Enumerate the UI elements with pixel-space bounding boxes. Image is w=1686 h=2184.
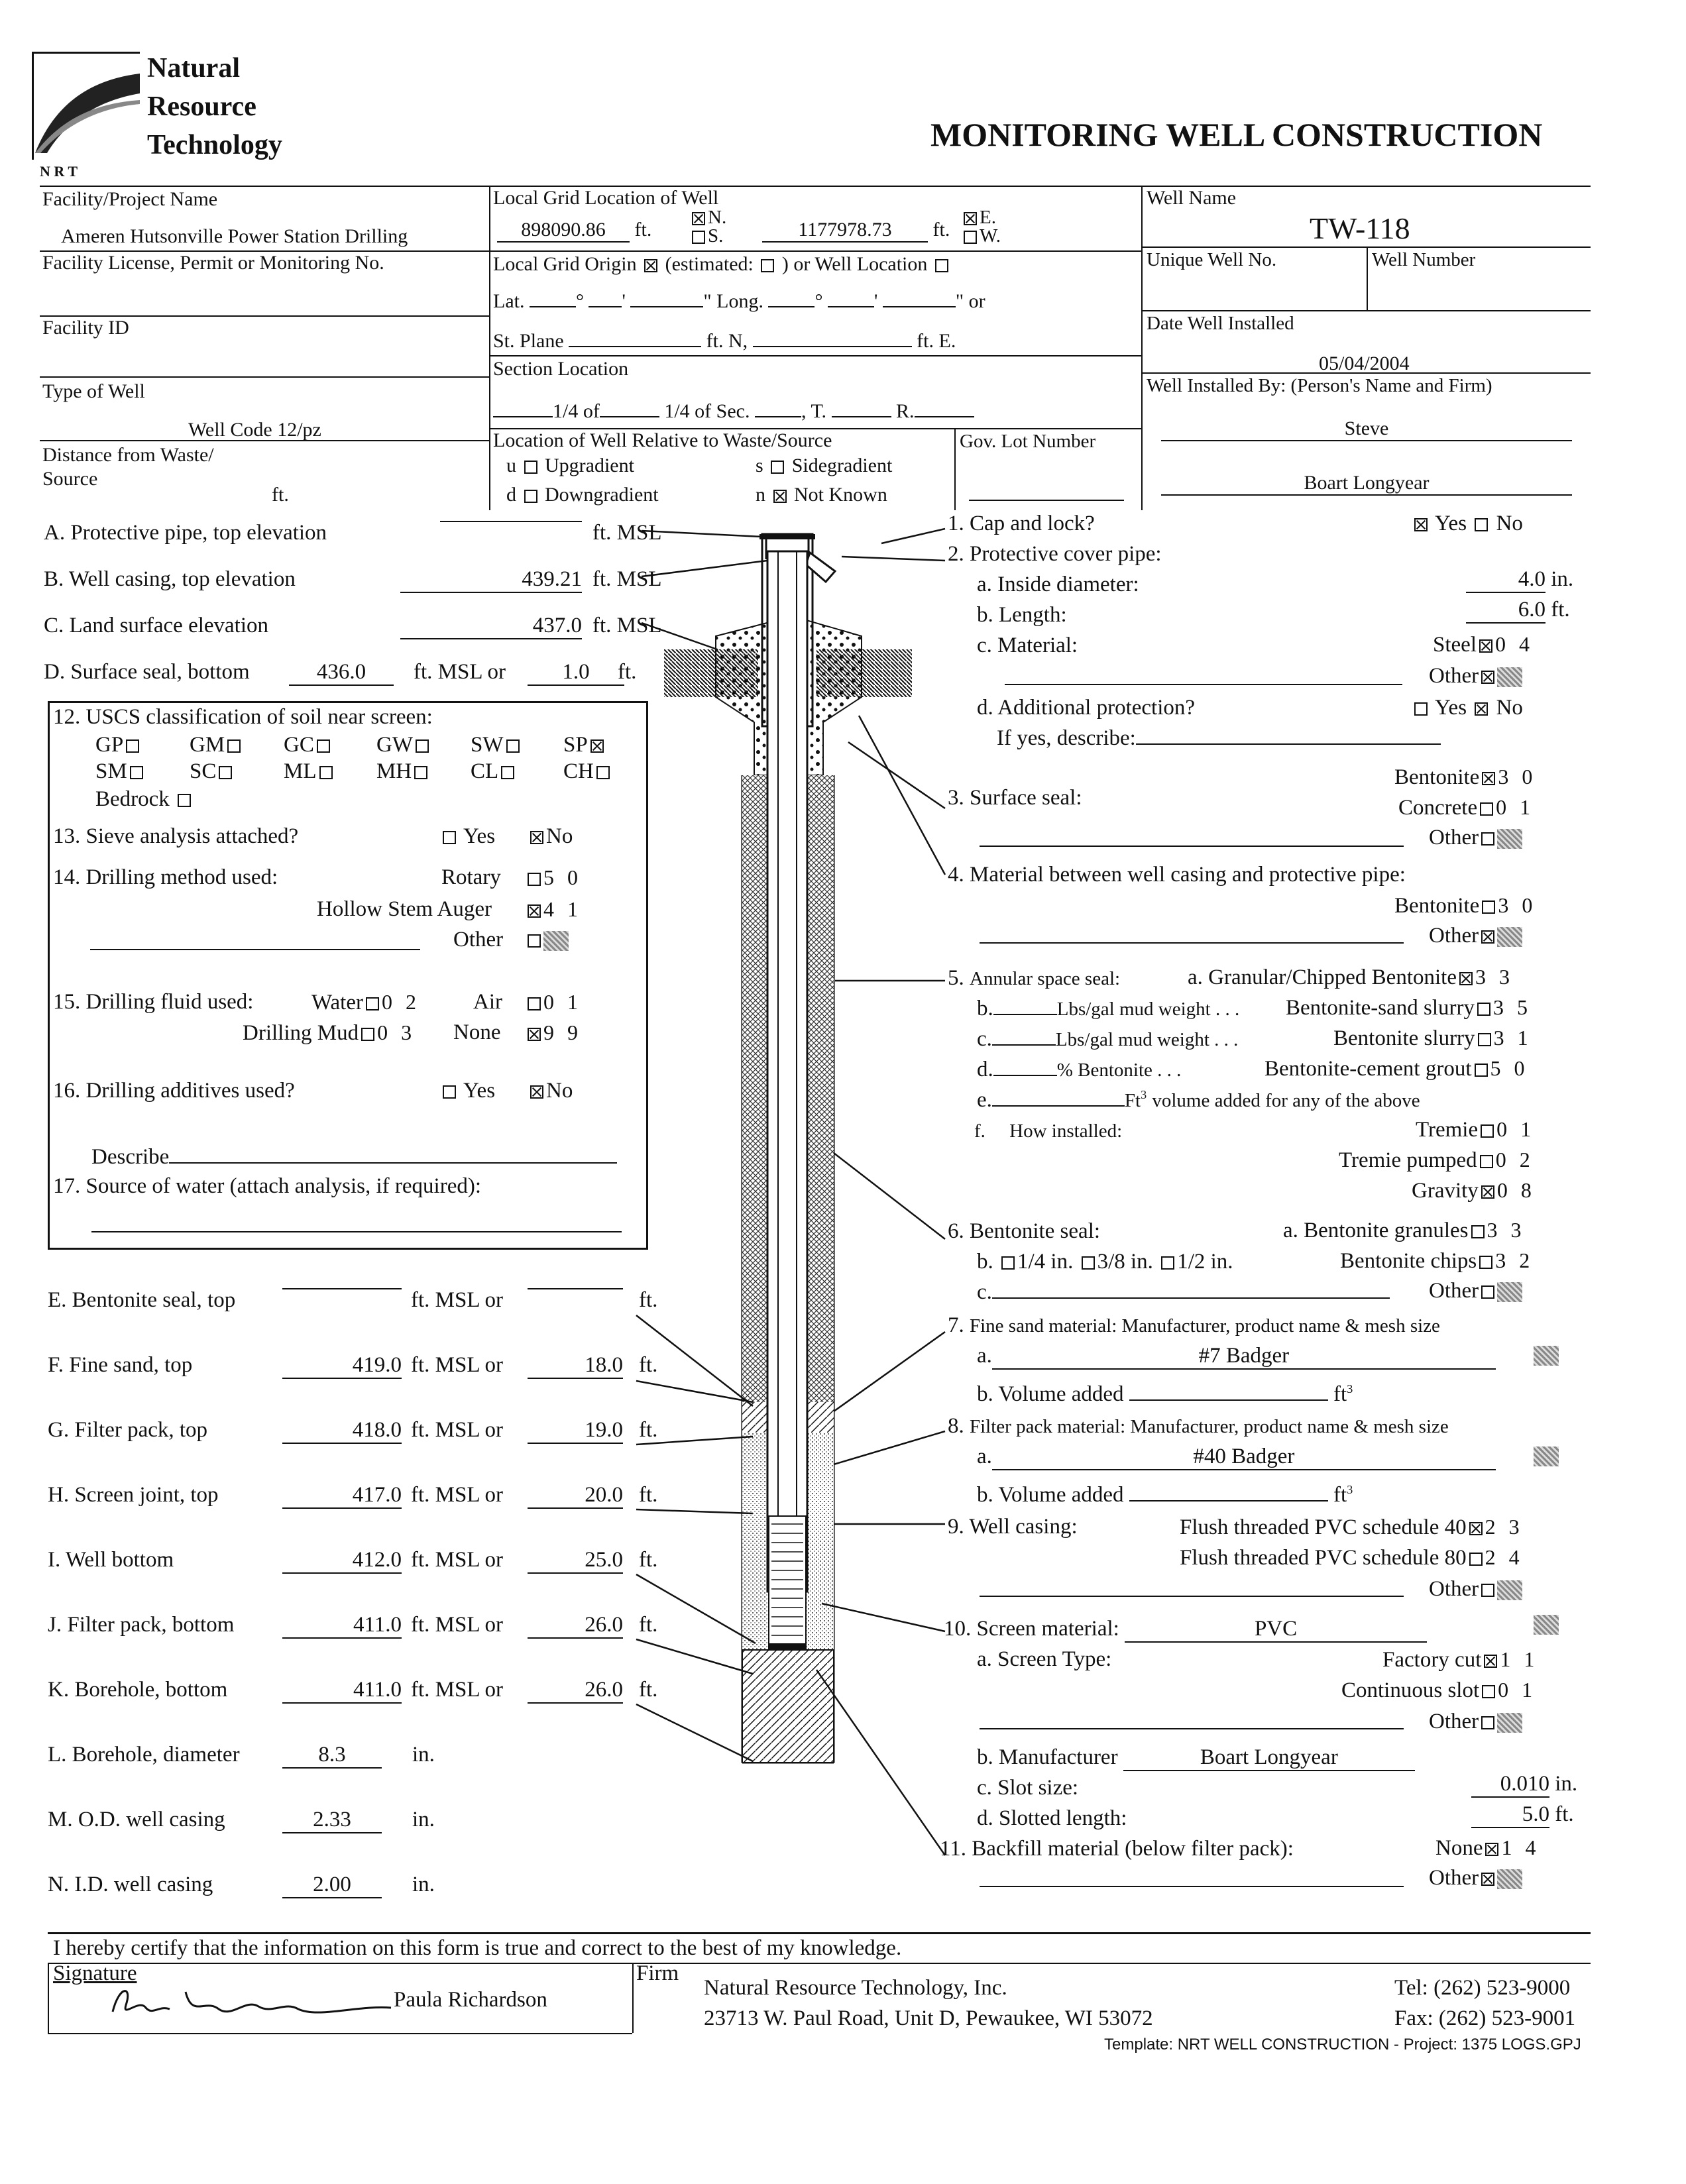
backfill-other-label: Other [1429,1866,1479,1890]
depth-msl-value: 417.0 [282,1483,402,1509]
soil-gm: GM [190,733,243,757]
signature-label: Signature [53,1961,137,1985]
soil-gw: GW [376,733,431,757]
long-label: Long. [716,290,763,312]
bentonite-chips-label: Bentonite chips [1340,1249,1477,1273]
fine-sand-stamp [1534,1346,1559,1366]
between-other-label: Other [1429,924,1479,948]
slot-size-value: 0.010 [1471,1772,1549,1798]
sidegradient-label: Sidegradient [791,455,893,476]
cover-other-checkbox[interactable] [1481,671,1494,684]
dimension-row: L. Borehole, diameter 8.3 in. [48,1743,240,1767]
bentonite-chips-checkbox[interactable] [1479,1256,1492,1269]
surface-seal-bottom-depth: 1.0 [528,660,624,686]
bseal-other-label: Other [1429,1279,1479,1303]
dimension-row: M. O.D. well casing 2.33 in. [48,1808,225,1832]
seal-concrete-label: Concrete [1398,796,1478,820]
describe-label: Describe [91,1145,170,1169]
fine-sand-volume-label: b. Volume added [977,1382,1124,1406]
sieve-label: 13. Sieve analysis attached? [53,824,299,848]
depth-row: J. Filter pack, bottom 411.0 ft. MSL or 26.0 ft. [48,1613,234,1637]
downgradient-label: Downgradient [545,484,659,506]
dimension-value: 2.00 [282,1873,382,1898]
east-label: E. [980,207,996,228]
casing-other-checkbox[interactable] [1481,1584,1494,1597]
quarter-sec-label: 1/4 of Sec. [664,400,750,422]
well-name-value: TW-118 [1310,211,1410,245]
backfill-other-checkbox[interactable] [1481,1873,1494,1886]
granular-checkbox[interactable] [1459,972,1473,985]
additional-protection-label: d. Additional protection? [977,696,1196,720]
factory-cut-checkbox[interactable] [1484,1655,1497,1668]
ft-n-label: ft. N, [706,330,748,352]
bentonite-slurry-label: Bentonite slurry [1333,1026,1475,1050]
grid-north-ft: ft. [634,219,652,241]
manufacturer-value: Boart Longyear [1123,1745,1415,1771]
installed-by-label: Well Installed By: (Person's Name and Firm) [1147,375,1492,396]
bseal-other-checkbox[interactable] [1481,1285,1494,1299]
hsa-label: Hollow Stem Auger [317,897,492,921]
between-bentonite-label: Bentonite [1394,894,1480,918]
township-label: T. [811,400,827,422]
tremie-checkbox[interactable] [1481,1124,1494,1138]
length-label: b. Length: [977,603,1067,627]
seal-bentonite-checkbox[interactable] [1482,772,1495,785]
drilling-method-label: 14. Drilling method used: [53,865,278,889]
well-number-label: Well Number [1372,249,1476,270]
fine-sand-material-label: Fine sand material: Manufacturer, product name & mesh size [970,1315,1440,1337]
fluid-none-label: None [453,1020,501,1044]
steel-checkbox[interactable] [1479,639,1492,653]
backfill-label: 11. Backfill material (below filter pack): [940,1837,1294,1861]
surface-seal-label: 3. Surface seal: [948,786,1082,810]
tremie-pumped-label: Tremie pumped [1339,1148,1477,1172]
depth-ft-value: 26.0 [528,1613,623,1639]
installer-firm: Boart Longyear [1161,472,1572,496]
dimension-value: 8.3 [282,1743,382,1769]
elevation-c-row: C. Land surface elevation 437.0 ft. MSL [44,614,268,638]
logo-line-1: Natural [147,53,240,83]
gravity-label: Gravity [1412,1179,1479,1203]
water-label: Water [311,991,363,1014]
depth-row: I. Well bottom 412.0 ft. MSL or 25.0 ft. [48,1548,174,1572]
inside-diameter-label: a. Inside diameter: [977,573,1139,596]
range-label: R. [896,400,915,422]
depth-msl-value: 419.0 [282,1353,402,1379]
casing-other-label: Other [1429,1577,1479,1601]
distance-label-2: Source [42,468,98,490]
signature-image [106,1979,398,2025]
firm-name: Natural Resource Technology, Inc. [704,1976,1007,2000]
depth-msl-value: 412.0 [282,1548,402,1574]
pvc80-label: Flush threaded PVC schedule 80 [1180,1546,1467,1570]
water-source-label: 17. Source of water (attach analysis, if required): [53,1174,481,1198]
pvc40-label: Flush threaded PVC schedule 40 [1180,1515,1467,1539]
continuous-slot-checkbox[interactable] [1482,1685,1495,1698]
fine-sand-value: #7 Badger [992,1344,1496,1370]
well-location-label: Well Location [815,253,928,275]
screen-material-label: 10. Screen material: [944,1617,1119,1641]
not-known-label: Not Known [794,484,887,506]
drilling-other-label: Other [453,928,504,952]
soil-sp: SP [563,733,606,757]
facility-id-label: Facility ID [42,317,129,339]
cap-lock-label: 1. Cap and lock? [948,512,1095,535]
soil-ml: ML [284,759,335,784]
installer-name: Steve [1161,417,1572,441]
granular-label: a. Granular/Chipped Bentonite [1188,965,1457,989]
or-label-2: or [968,290,985,312]
bentonite-cement-checkbox[interactable] [1475,1064,1488,1077]
how-installed-label: How installed: [1009,1120,1123,1142]
soil-gp: GP [95,733,142,757]
estimated-label: (estimated: [665,253,754,275]
seal-other-label: Other [1429,826,1479,849]
firm-label: Firm [636,1961,679,1985]
soil-ch: CH [563,759,612,784]
material-label: c. Material: [977,633,1078,657]
backfill-none-label: None [1435,1836,1483,1860]
firm-tel: Tel: (262) 523-9000 [1394,1976,1571,2000]
slotted-length-label: d. Slotted length: [977,1806,1127,1830]
filter-pack-value: #40 Badger [992,1445,1496,1470]
bentonite-granules-checkbox[interactable] [1471,1225,1485,1238]
depth-row: H. Screen joint, top 417.0 ft. MSL or 20.0 ft. [48,1483,219,1507]
depth-ft-value: 19.0 [528,1418,623,1444]
half-inch-checkbox[interactable] [1161,1256,1174,1270]
screen-material-value: PVC [1125,1617,1427,1643]
elevation-c-value: 437.0 [400,614,582,639]
depth-ft-value: 20.0 [528,1483,623,1509]
steel-label: Steel [1433,633,1477,657]
manufacturer-label: b. Manufacturer [977,1745,1118,1769]
logo-abbrev: N R T [40,163,78,180]
bentonite-granules-label: a. Bentonite granules [1283,1219,1469,1242]
bentonite-sand-checkbox[interactable] [1477,1003,1490,1016]
annular-seal-label: Annular space seal: [970,968,1121,989]
gov-lot-label: Gov. Lot Number [960,431,1096,452]
slot-size-label: c. Slot size: [977,1776,1079,1800]
quarter-inch-checkbox[interactable] [1001,1256,1015,1270]
addl-yes-checkbox[interactable] [1414,702,1428,716]
signer-name: Paula Richardson [394,1988,547,2012]
depth-ft-value: 18.0 [528,1353,623,1379]
logo-line-2: Resource [147,91,256,122]
cap-yes-checkbox[interactable] [1414,518,1428,531]
seal-concrete-checkbox[interactable] [1480,802,1493,816]
filter-pack-material-label: Filter pack material: Manufacturer, product name & mesh size [970,1416,1449,1437]
depth-row: E. Bentonite seal, top ft. MSL or ft. [48,1288,658,1312]
screen-stamp [1534,1615,1559,1635]
template-note: Template: NRT WELL CONSTRUCTION - Project: 1375 LOGS.GPJ [1104,2036,1581,2053]
bentonite-slurry-checkbox[interactable] [1478,1033,1491,1046]
bedrock-label: Bedrock [95,787,170,811]
drilling-mud-label: Drilling Mud [243,1021,359,1045]
depth-row: K. Borehole, bottom 411.0 ft. MSL or 26.0 ft. [48,1678,227,1702]
filter-pack-volume-label: b. Volume added [977,1483,1124,1507]
bentonite-seal-label: 6. Bentonite seal: [948,1219,1101,1243]
type-of-well-label: Type of Well [42,380,145,402]
pvc40-checkbox[interactable] [1469,1522,1483,1535]
between-other-checkbox[interactable] [1481,930,1494,944]
soil-cl: CL [471,759,517,784]
form-title: MONITORING WELL CONSTRUCTION [930,116,1543,153]
depth-msl-value: 418.0 [282,1418,402,1444]
slotted-length-value: 5.0 [1471,1802,1549,1828]
filter-pack-stamp [1534,1447,1559,1466]
ft-e-label: ft. E. [917,330,956,352]
west-label: W. [980,225,1001,246]
material-between-label: 4. Material between well casing and protective pipe: [948,863,1406,887]
surface-seal-bottom-msl: 436.0 [289,660,394,686]
grid-east-ft: ft. [932,219,950,241]
elevation-b-row: B. Well casing, top elevation 439.21 ft. MSL [44,567,296,592]
continuous-slot-label: Continuous slot [1341,1678,1480,1702]
upgradient-label: Upgradient [545,455,634,476]
screen-other-label: Other [1429,1710,1479,1733]
elevation-b-value: 439.21 [400,567,582,593]
dimension-value: 2.33 [282,1808,382,1833]
additives-label: 16. Drilling additives used? [53,1079,295,1103]
screen-other-checkbox[interactable] [1481,1716,1494,1729]
between-bentonite-checkbox[interactable] [1482,901,1495,914]
cover-pipe-label: 2. Protective cover pipe: [948,542,1162,566]
tremie-label: Tremie [1416,1118,1479,1142]
screen-type-label: a. Screen Type: [977,1647,1112,1671]
backfill-none-checkbox[interactable] [1485,1843,1498,1856]
depth-ft-value: 26.0 [528,1678,623,1704]
length-value: 6.0 [1466,598,1546,624]
south-label: S. [708,225,724,246]
grid-east-value: 1177978.73 [762,219,928,243]
depth-row: F. Fine sand, top 419.0 ft. MSL or 18.0 ft. [48,1353,192,1378]
unique-well-label: Unique Well No. [1147,249,1277,270]
depth-row: G. Filter pack, top 418.0 ft. MSL or 19.0 ft. [48,1418,207,1443]
soil-sm: SM [95,759,146,784]
surface-seal-bottom-row: D. Surface seal, bottom 436.0 ft. MSL or 1.0 ft. [44,660,250,684]
depth-ft-value: 25.0 [528,1548,623,1574]
well-casing-label: 9. Well casing: [948,1515,1078,1539]
section-location-label: Section Location [493,358,629,380]
logo-line-3: Technology [147,130,282,160]
bentonite-cement-label: Bentonite-cement grout [1264,1057,1472,1081]
if-yes-label: If yes, describe: [997,726,1136,750]
distance-label-1: Distance from Waste/ [42,444,214,466]
cap-no-checkbox[interactable] [1475,518,1488,531]
elevation-a-row: A. Protective pipe, top elevation ft. MSL [44,521,662,545]
date-installed-label: Date Well Installed [1147,313,1294,334]
soil-sc: SC [190,759,235,784]
uscs-label: 12. USCS classification of soil near screen: [53,705,433,729]
bentonite-sand-label: Bentonite-sand slurry [1286,996,1475,1020]
three-eighths-checkbox[interactable] [1082,1256,1095,1270]
fluid-label: 15. Drilling fluid used: [53,990,254,1014]
rotary-label: Rotary [441,865,501,889]
st-plane-label: St. Plane [493,330,564,352]
lat-label: Lat. [493,290,525,312]
distance-unit: ft. [272,484,289,506]
tremie-pumped-checkbox[interactable] [1480,1155,1493,1168]
facility-project-label: Facility/Project Name [42,188,218,210]
dimension-row: N. I.D. well casing 2.00 in. [48,1873,213,1897]
air-label: Air [473,990,502,1014]
grid-north-value: 898090.86 [497,219,630,243]
cover-other-label: Other [1429,664,1479,688]
volume-added-label: volume added for any of the above [1152,1090,1420,1111]
type-of-well-value: Well Code 12/pz [188,419,321,441]
facility-project-value: Ameren Hutsonville Power Station Drilling [61,225,408,247]
addl-no-checkbox[interactable] [1475,702,1488,716]
pvc80-checkbox[interactable] [1469,1553,1483,1566]
grid-origin-label: Local Grid Origin [493,253,637,275]
date-installed-value: 05/04/2004 [1319,353,1410,374]
seal-bentonite-label: Bentonite [1394,765,1480,789]
depth-msl-value: 411.0 [282,1678,402,1704]
firm-address: 23713 W. Paul Road, Unit D, Pewaukee, WI 53072 [704,2006,1153,2030]
north-label: N. [708,207,727,228]
firm-fax: Fax: (262) 523-9001 [1394,2006,1576,2030]
soil-gc: GC [284,733,333,757]
factory-cut-label: Factory cut [1382,1648,1482,1672]
soil-mh: MH [376,759,430,784]
relative-label: Location of Well Relative to Waste/Source [493,429,832,451]
well-name-label: Well Name [1147,187,1237,209]
certify-statement: I hereby certify that the information on this form is true and correct to the best of my knowledge. [53,1936,902,1960]
gravity-checkbox[interactable] [1481,1185,1494,1199]
depth-msl-value: 411.0 [282,1613,402,1639]
quarter-of-label: 1/4 of [553,400,600,422]
local-grid-location-label: Local Grid Location of Well [493,187,719,209]
soil-sw: SW [471,733,522,757]
seal-other-checkbox[interactable] [1481,832,1494,846]
or-label: ) or [781,253,811,275]
license-label: Facility License, Permit or Monitoring No. [42,252,384,274]
inside-diameter-value: 4.0 [1466,567,1546,593]
